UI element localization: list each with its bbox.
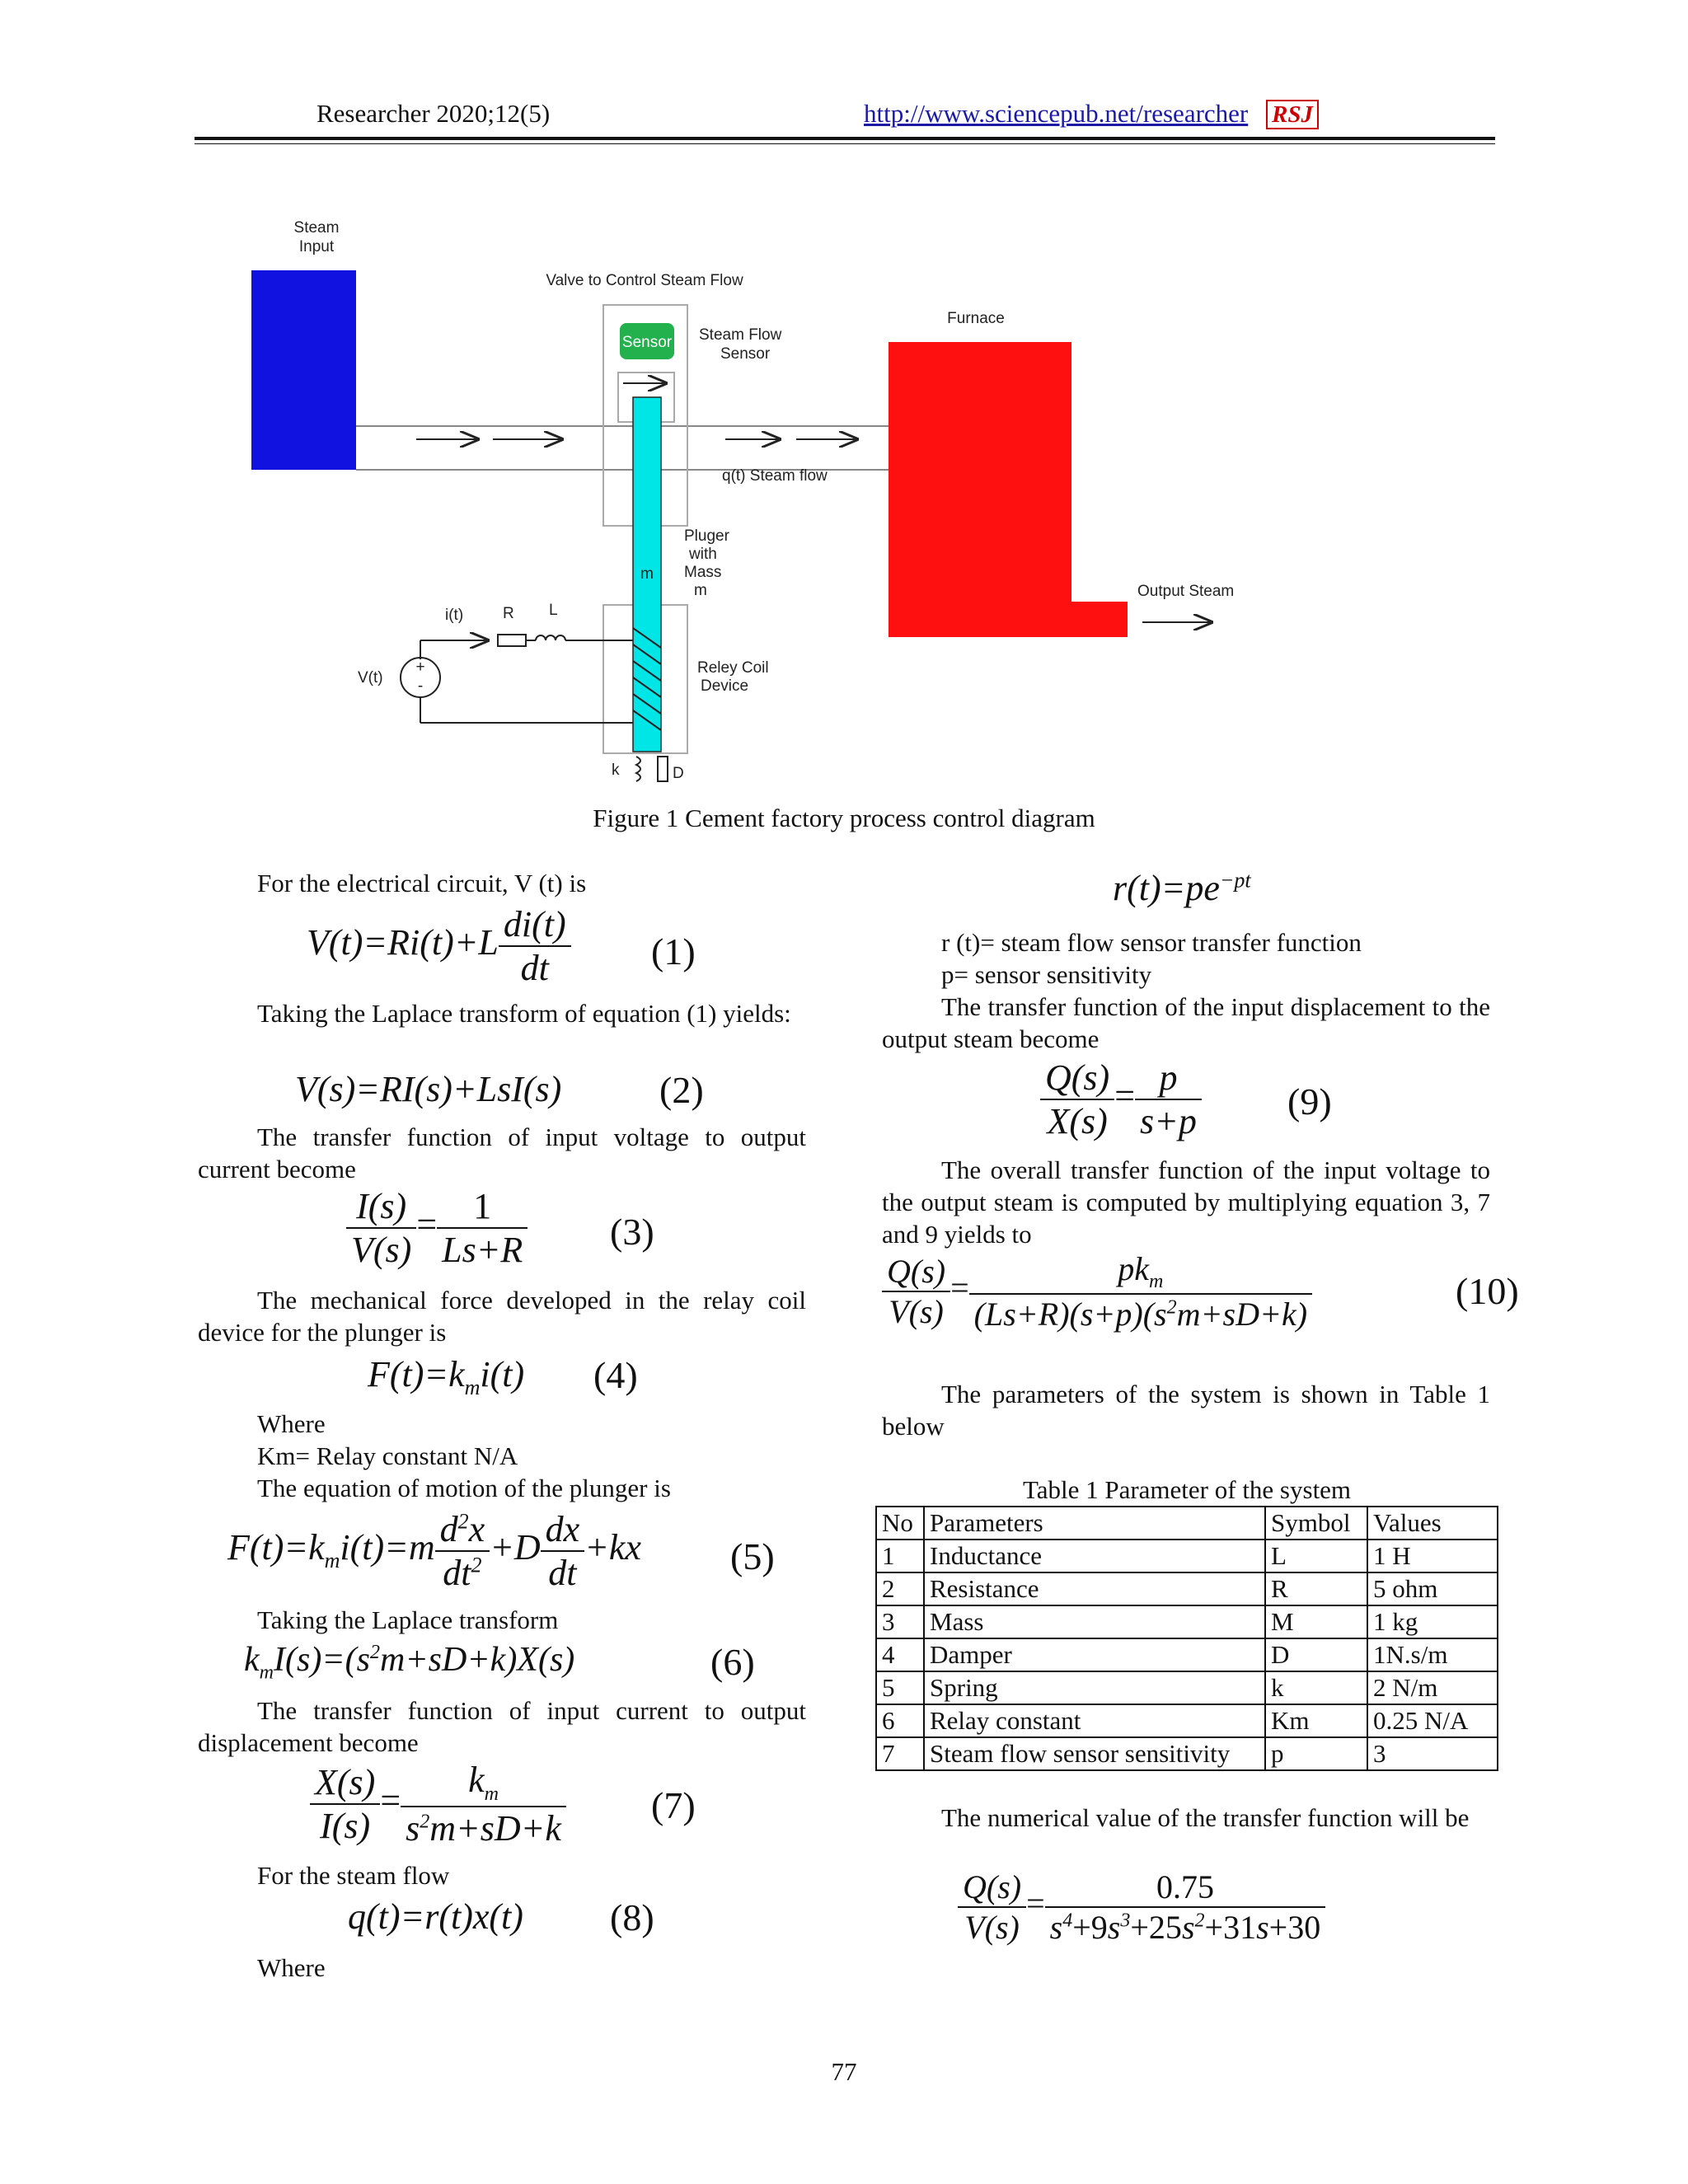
- spring-icon: [636, 757, 640, 781]
- table-cell: 5 ohm: [1367, 1572, 1498, 1605]
- equation-number-4: (4): [593, 1354, 638, 1396]
- furnace-label: Furnace: [947, 310, 1005, 327]
- equation-number-6: (6): [710, 1641, 755, 1683]
- table-cell: M: [1265, 1605, 1367, 1638]
- left-p4: The mechanical force developed in the relay coil device for the plunger is: [198, 1286, 806, 1347]
- table-cell: R: [1265, 1572, 1367, 1605]
- furnace: [889, 342, 1071, 637]
- table-row: [876, 1540, 1498, 1572]
- equation-number-7: (7): [651, 1784, 696, 1826]
- relay-label-1: Reley Coil: [697, 659, 769, 677]
- table-cell: Km: [1265, 1704, 1367, 1737]
- table-cell: 3: [876, 1605, 924, 1638]
- voltage-label: V(t): [358, 669, 383, 687]
- equation-number-5: (5): [730, 1535, 775, 1577]
- table-header-cell: Values: [1367, 1507, 1498, 1540]
- table-cell: 7: [876, 1737, 924, 1770]
- right-p2: The overall transfer function of the input voltage to the output steam is computed by multiplying equation 3, 7 and 9 yields to: [882, 1155, 1490, 1249]
- steam-input-tank: [251, 270, 356, 470]
- equation-9: $\frac{Q(s)}{X(s)}$ = $\frac{p}{s+p}$: [1040, 1057, 1202, 1142]
- inductor-label: L: [549, 602, 558, 619]
- table-row: [876, 1704, 1498, 1737]
- left-p5: The equation of motion of the plunger is: [257, 1474, 671, 1502]
- damper-icon: [658, 757, 668, 781]
- plunger-mass-label: m: [640, 565, 654, 583]
- steam-input-label-2: Input: [298, 238, 335, 255]
- pluger-label-1: Pluger: [684, 527, 729, 545]
- table-cell: Damper: [924, 1638, 1265, 1671]
- equation-4: $F(t)=k_mi(t)$: [368, 1354, 525, 1399]
- steam-flow-sensor-label-1: Steam Flow: [699, 326, 782, 344]
- left-p3: The transfer function of input voltage to output current become: [198, 1122, 806, 1183]
- table-header-row: [876, 1507, 1498, 1540]
- p-definition: p= sensor sensitivity: [941, 960, 1152, 989]
- page-number: 77: [831, 2057, 857, 2086]
- right-p1: The transfer function of the input displacement to the output steam become: [882, 992, 1490, 1053]
- table-cell: 2 N/m: [1367, 1671, 1498, 1704]
- equation-6: $k_mI(s)=(s^2m+sD+k)X(s)$: [244, 1641, 575, 1684]
- equation-10: $\frac{Q(s)}{V(s)}$ = $\frac{pk_m}{(Ls+R)(s+p)(s^2m+sD+k)}$: [882, 1249, 1312, 1333]
- equation-numeric: $\frac{Q(s)}{V(s)}$ = $\frac{0.75}{s^4+9s^3+25s^2+31s+30}$: [958, 1868, 1325, 1947]
- damper-label: D: [673, 765, 684, 782]
- table-cell: Inductance: [924, 1540, 1265, 1572]
- left-p6: Taking the Laplace transform: [257, 1605, 559, 1634]
- table-cell: Steam flow sensor sensitivity: [924, 1737, 1265, 1770]
- pluger-label-3: Mass: [684, 564, 722, 581]
- figure-caption: Figure 1 Cement factory process control diagram: [593, 804, 1095, 832]
- km-definition: Km= Relay constant N/A: [257, 1441, 518, 1470]
- equation-number-9: (9): [1287, 1080, 1332, 1122]
- equation-8: q(t)=r(t)x(t): [348, 1896, 523, 1937]
- r-definition: r (t)= steam flow sensor transfer function: [941, 928, 1362, 957]
- table-cell: L: [1265, 1540, 1367, 1572]
- steam-flow-label: q(t) Steam flow: [722, 467, 828, 485]
- table-row: [876, 1638, 1498, 1671]
- right-p3: The parameters of the system is shown in Table 1 below: [882, 1380, 1490, 1441]
- table-header-cell: Symbol: [1265, 1507, 1367, 1540]
- table-header-cell: No: [876, 1507, 924, 1540]
- journal-url-link[interactable]: http://www.sciencepub.net/researcher: [864, 99, 1249, 128]
- left-where-1: Where: [257, 1409, 326, 1438]
- table-row: [876, 1605, 1498, 1638]
- table-cell: 1N.s/m: [1367, 1638, 1498, 1671]
- table-cell: 6: [876, 1704, 924, 1737]
- equation-number-10: (10): [1456, 1270, 1519, 1312]
- journal-header: Researcher 2020;12(5): [316, 99, 551, 128]
- header-rule-thin: [195, 143, 1495, 144]
- table-cell: Relay constant: [924, 1704, 1265, 1737]
- steam-input-label-1: Steam: [293, 219, 340, 237]
- sensor-label: Sensor: [621, 334, 673, 351]
- table-cell: 5: [876, 1671, 924, 1704]
- minus-label: -: [417, 677, 424, 695]
- inductor-icon: [536, 635, 565, 640]
- furnace-outlet: [1071, 602, 1128, 637]
- table-cell: 2: [876, 1572, 924, 1605]
- left-where-2: Where: [257, 1953, 326, 1982]
- relay-label-2: Device: [701, 677, 749, 695]
- left-p2: Taking the Laplace transform of equation (1) yields:: [257, 999, 791, 1028]
- left-p8: For the steam flow: [257, 1861, 450, 1890]
- equation-1: V(t)=Ri(t)+L $\frac{di(t)}{dt}$: [307, 903, 571, 989]
- rsj-badge: RSJ: [1266, 100, 1319, 129]
- resistor-label: R: [503, 605, 514, 622]
- spring-label: k: [612, 762, 620, 779]
- table-header-cell: Parameters: [924, 1507, 1265, 1540]
- equation-number-8: (8): [610, 1896, 654, 1938]
- table-cell: Mass: [924, 1605, 1265, 1638]
- table-cell: Resistance: [924, 1572, 1265, 1605]
- resistor-icon: [498, 635, 526, 646]
- equation-number-3: (3): [610, 1211, 654, 1253]
- table-cell: 1: [876, 1540, 924, 1572]
- pluger-label-2: with: [689, 546, 717, 563]
- equation-3: $\frac{I(s)}{V(s)}$ = $\frac{1}{Ls+R}$: [346, 1185, 528, 1271]
- table-row: [876, 1572, 1498, 1605]
- pluger-label-4: m: [694, 582, 707, 599]
- table-cell: p: [1265, 1737, 1367, 1770]
- equation-7: $\frac{X(s)}{I(s)}$ = $\frac{k_m}{s^2m+sD+k}$: [310, 1759, 566, 1849]
- header-url-wrap: [864, 99, 1319, 129]
- plus-label: +: [415, 658, 425, 676]
- left-p1: For the electrical circuit, V (t) is: [257, 869, 587, 898]
- table-row: [876, 1737, 1498, 1770]
- process-control-diagram: [0, 198, 1688, 791]
- valve-label: Valve to Control Steam Flow: [546, 272, 743, 289]
- table-cell: Spring: [924, 1671, 1265, 1704]
- table-cell: k: [1265, 1671, 1367, 1704]
- output-steam-label: Output Steam: [1137, 583, 1235, 600]
- left-p7: The transfer function of input current to output displacement become: [198, 1696, 806, 1757]
- table-cell: D: [1265, 1638, 1367, 1671]
- table-cell: 1 H: [1367, 1540, 1498, 1572]
- current-label: i(t): [445, 607, 464, 624]
- table-cell: 3: [1367, 1737, 1498, 1770]
- equation-5: $F(t)=k_mi(t)=m$ $\frac{d^2x}{dt^2}$ +D $\frac{dx}{dt}$ +kx: [227, 1509, 641, 1593]
- table-caption: Table 1 Parameter of the system: [1022, 1475, 1352, 1504]
- table-row: [876, 1671, 1498, 1704]
- table-cell: 0.25 N/A: [1367, 1704, 1498, 1737]
- header-rule: [195, 137, 1495, 140]
- equation-r: $r(t)=pe^{-pt}$: [1113, 868, 1251, 908]
- parameters-table: [875, 1506, 1498, 1771]
- equation-number-2: (2): [659, 1069, 704, 1111]
- equation-2: V(s)=RI(s)+LsI(s): [295, 1069, 562, 1109]
- steam-flow-sensor-label-2: Sensor: [720, 345, 771, 363]
- table-cell: 4: [876, 1638, 924, 1671]
- table-cell: 1 kg: [1367, 1605, 1498, 1638]
- right-p4: The numerical value of the transfer function will be: [941, 1803, 1470, 1832]
- equation-number-1: (1): [651, 930, 696, 972]
